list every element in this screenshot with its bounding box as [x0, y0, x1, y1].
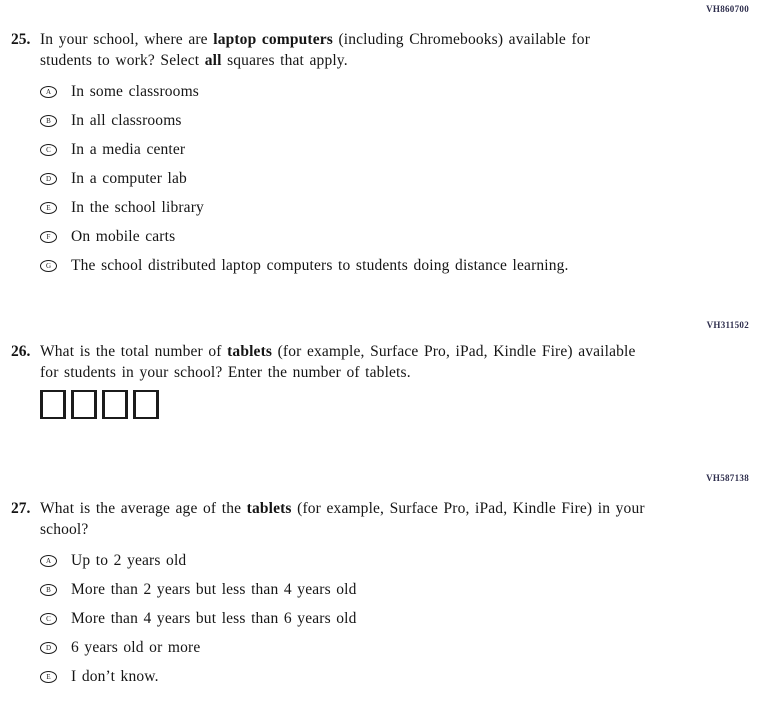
answer-option-C[interactable] [40, 610, 770, 628]
question-26-block [0, 319, 770, 419]
answer-oval-icon[interactable] [40, 613, 57, 625]
answer-oval-icon[interactable] [40, 173, 57, 185]
answer-option-A[interactable] [40, 83, 770, 101]
question-27-block [0, 472, 770, 686]
option-label: In the school library [71, 199, 204, 216]
prompt-line: school? [40, 521, 89, 538]
option-label: In a computer lab [71, 170, 187, 187]
answer-option-A[interactable] [40, 552, 770, 570]
answer-option-D[interactable] [40, 170, 770, 188]
prompt-line: What is the average age of the tablets (for example, Surface Pro, iPad, Kindle Fire) in your [40, 500, 645, 517]
option-letter: D [45, 174, 52, 183]
answer-option-G[interactable] [40, 257, 770, 275]
prompt-line: What is the total number of tablets (for example, Surface Pro, iPad, Kindle Fire) available [40, 343, 636, 360]
question-number: 26. [11, 343, 31, 360]
question-prompt [40, 29, 590, 71]
answer-option-B[interactable] [40, 581, 770, 599]
answer-option-E[interactable] [40, 199, 770, 217]
option-label: In a media center [71, 141, 186, 158]
answer-oval-icon[interactable] [40, 260, 57, 272]
option-letter: F [46, 232, 51, 241]
answer-option-F[interactable] [40, 228, 770, 246]
option-label: In some classrooms [71, 83, 199, 100]
option-letter: A [45, 87, 52, 96]
option-label: I don’t know. [71, 668, 159, 685]
answer-option-B[interactable] [40, 112, 770, 130]
digit-entry-box[interactable] [102, 390, 128, 419]
answer-oval-icon[interactable] [40, 115, 57, 127]
option-label: On mobile carts [71, 228, 176, 245]
option-letter: G [45, 261, 52, 270]
answer-oval-icon[interactable] [40, 555, 57, 567]
question-25-prompt-row [11, 29, 770, 71]
option-letter: C [46, 614, 51, 623]
question-number: 27. [11, 500, 31, 517]
option-label: The school distributed laptop computers to students doing distance learning. [71, 257, 569, 274]
question-26-prompt-row [11, 341, 770, 383]
option-label: In all classrooms [71, 112, 182, 129]
option-label: More than 2 years but less than 4 years old [71, 581, 357, 598]
digit-entry-box[interactable] [40, 390, 66, 419]
option-label: More than 4 years but less than 6 years old [71, 610, 357, 627]
answer-oval-icon[interactable] [40, 202, 57, 214]
answer-options-list [40, 83, 770, 275]
option-letter: B [46, 585, 51, 594]
option-letter: C [46, 145, 51, 154]
prompt-line: students to work? Select all squares that apply. [40, 52, 348, 69]
option-letter: A [45, 556, 52, 565]
questionnaire-page [0, 3, 770, 720]
question-27-prompt-row [11, 498, 770, 540]
item-code: VH587138 [706, 473, 749, 483]
prompt-line: for students in your school? Enter the number of tablets. [40, 364, 411, 381]
option-letter: E [46, 672, 51, 681]
question-25-block [0, 3, 770, 275]
number-entry-boxes [40, 390, 770, 419]
digit-entry-box[interactable] [71, 390, 97, 419]
item-code: VH860700 [706, 4, 749, 14]
question-prompt [40, 498, 645, 540]
answer-oval-icon[interactable] [40, 231, 57, 243]
answer-oval-icon[interactable] [40, 671, 57, 683]
prompt-line: In your school, where are laptop computers (including Chromebooks) available for [40, 31, 591, 48]
option-letter: E [46, 203, 51, 212]
answer-option-E[interactable] [40, 668, 770, 686]
answer-option-C[interactable] [40, 141, 770, 159]
digit-entry-box[interactable] [133, 390, 159, 419]
option-label: Up to 2 years old [71, 552, 187, 569]
option-label: 6 years old or more [71, 639, 201, 656]
answer-oval-icon[interactable] [40, 144, 57, 156]
item-code: VH311502 [706, 320, 749, 330]
answer-oval-icon[interactable] [40, 584, 57, 596]
option-letter: B [46, 116, 51, 125]
answer-oval-icon[interactable] [40, 642, 57, 654]
answer-oval-icon[interactable] [40, 86, 57, 98]
answer-options-list [40, 552, 770, 686]
option-letter: D [45, 643, 52, 652]
question-number: 25. [11, 31, 31, 48]
question-prompt [40, 341, 636, 383]
answer-option-D[interactable] [40, 639, 770, 657]
